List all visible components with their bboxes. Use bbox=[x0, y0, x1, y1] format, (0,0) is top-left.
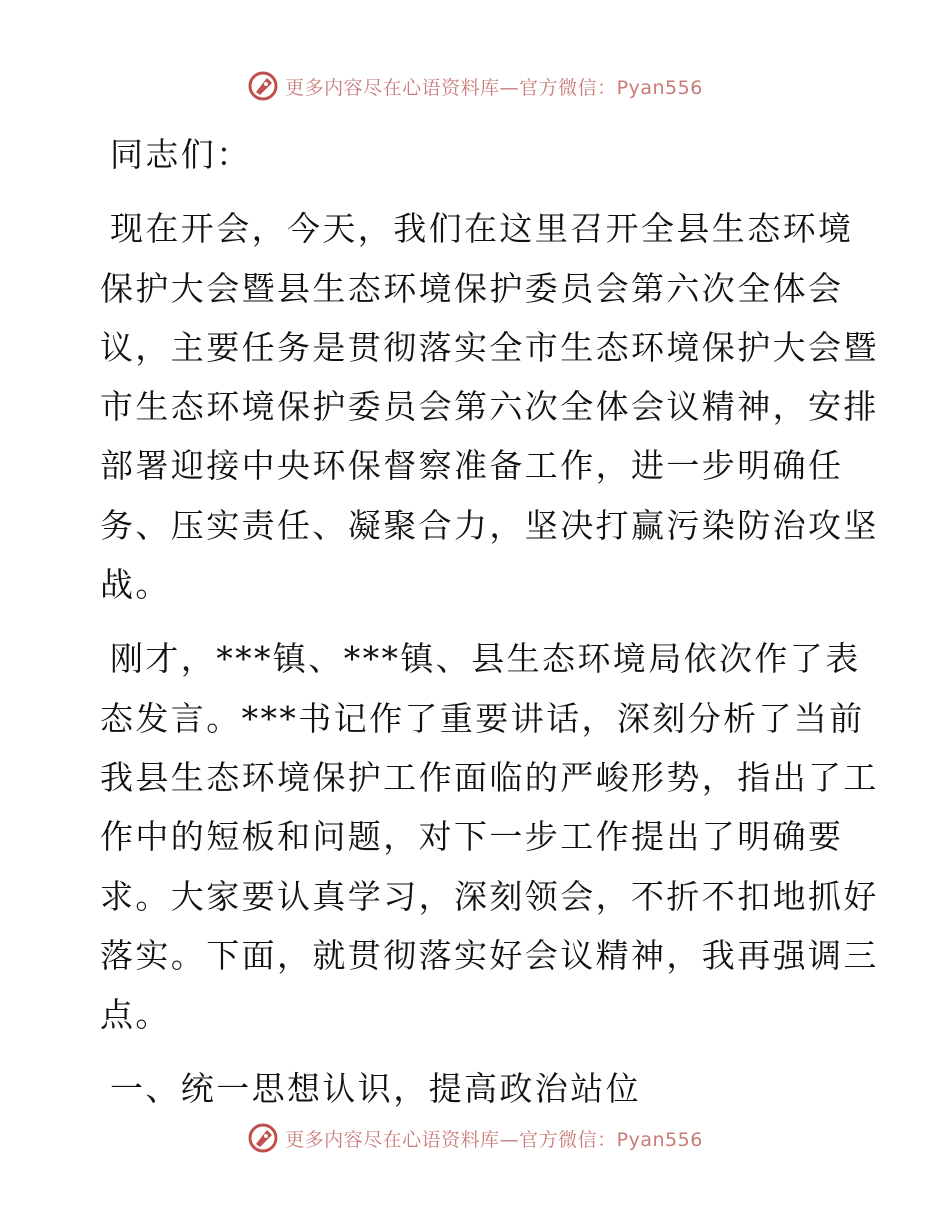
paragraph-line: 我县生态环境保护工作面临的严峻形势，指出了工 bbox=[100, 757, 879, 797]
pen-nib-icon bbox=[247, 1122, 279, 1154]
watermark-text: 更多内容尽在心语资料库—官方微信：Pyan556 bbox=[285, 1128, 703, 1151]
paragraph-1 bbox=[100, 199, 879, 614]
watermark-header bbox=[0, 70, 950, 102]
greeting: 同志们： bbox=[110, 135, 252, 174]
paragraph-line: 点。 bbox=[100, 995, 171, 1035]
paragraph-2 bbox=[100, 629, 879, 1044]
watermark-footer bbox=[0, 1122, 950, 1154]
watermark-text: 更多内容尽在心语资料库—官方微信：Pyan556 bbox=[285, 76, 703, 99]
paragraph-line: 保护大会暨县生态环境保护委员会第六次全体会 bbox=[100, 268, 844, 308]
paragraph-line: 现在开会，今天，我们在这里召开全县生态环境 bbox=[110, 209, 854, 249]
paragraph-line: 落实。下面，就贯彻落实好会议精神，我再强调三 bbox=[100, 935, 879, 975]
paragraph-line: 议，主要任务是贯彻落实全市生态环境保护大会暨 bbox=[100, 327, 879, 367]
pen-nib-icon bbox=[247, 70, 279, 102]
paragraph-line: 态发言。***书记作了重要讲话，深刻分析了当前 bbox=[100, 698, 865, 738]
paragraph-line: 部署迎接中央环保督察准备工作，进一步明确任 bbox=[100, 446, 844, 486]
paragraph-line: 刚才，***镇、***镇、县生态环境局依次作了表 bbox=[110, 639, 861, 679]
paragraph-line: 战。 bbox=[100, 565, 171, 605]
paragraph-line: 求。大家要认真学习，深刻领会，不折不扣地抓好 bbox=[100, 876, 879, 916]
paragraph-line: 作中的短板和问题，对下一步工作提出了明确要 bbox=[100, 817, 844, 857]
document-body bbox=[100, 125, 879, 1119]
paragraph-line: 务、压实责任、凝聚合力，坚决打赢污染防治攻坚 bbox=[100, 505, 879, 545]
paragraph-line: 市生态环境保护委员会第六次全体会议精神，安排 bbox=[100, 387, 879, 427]
section-heading: 一、统一思想认识，提高政治站位 bbox=[110, 1069, 641, 1109]
